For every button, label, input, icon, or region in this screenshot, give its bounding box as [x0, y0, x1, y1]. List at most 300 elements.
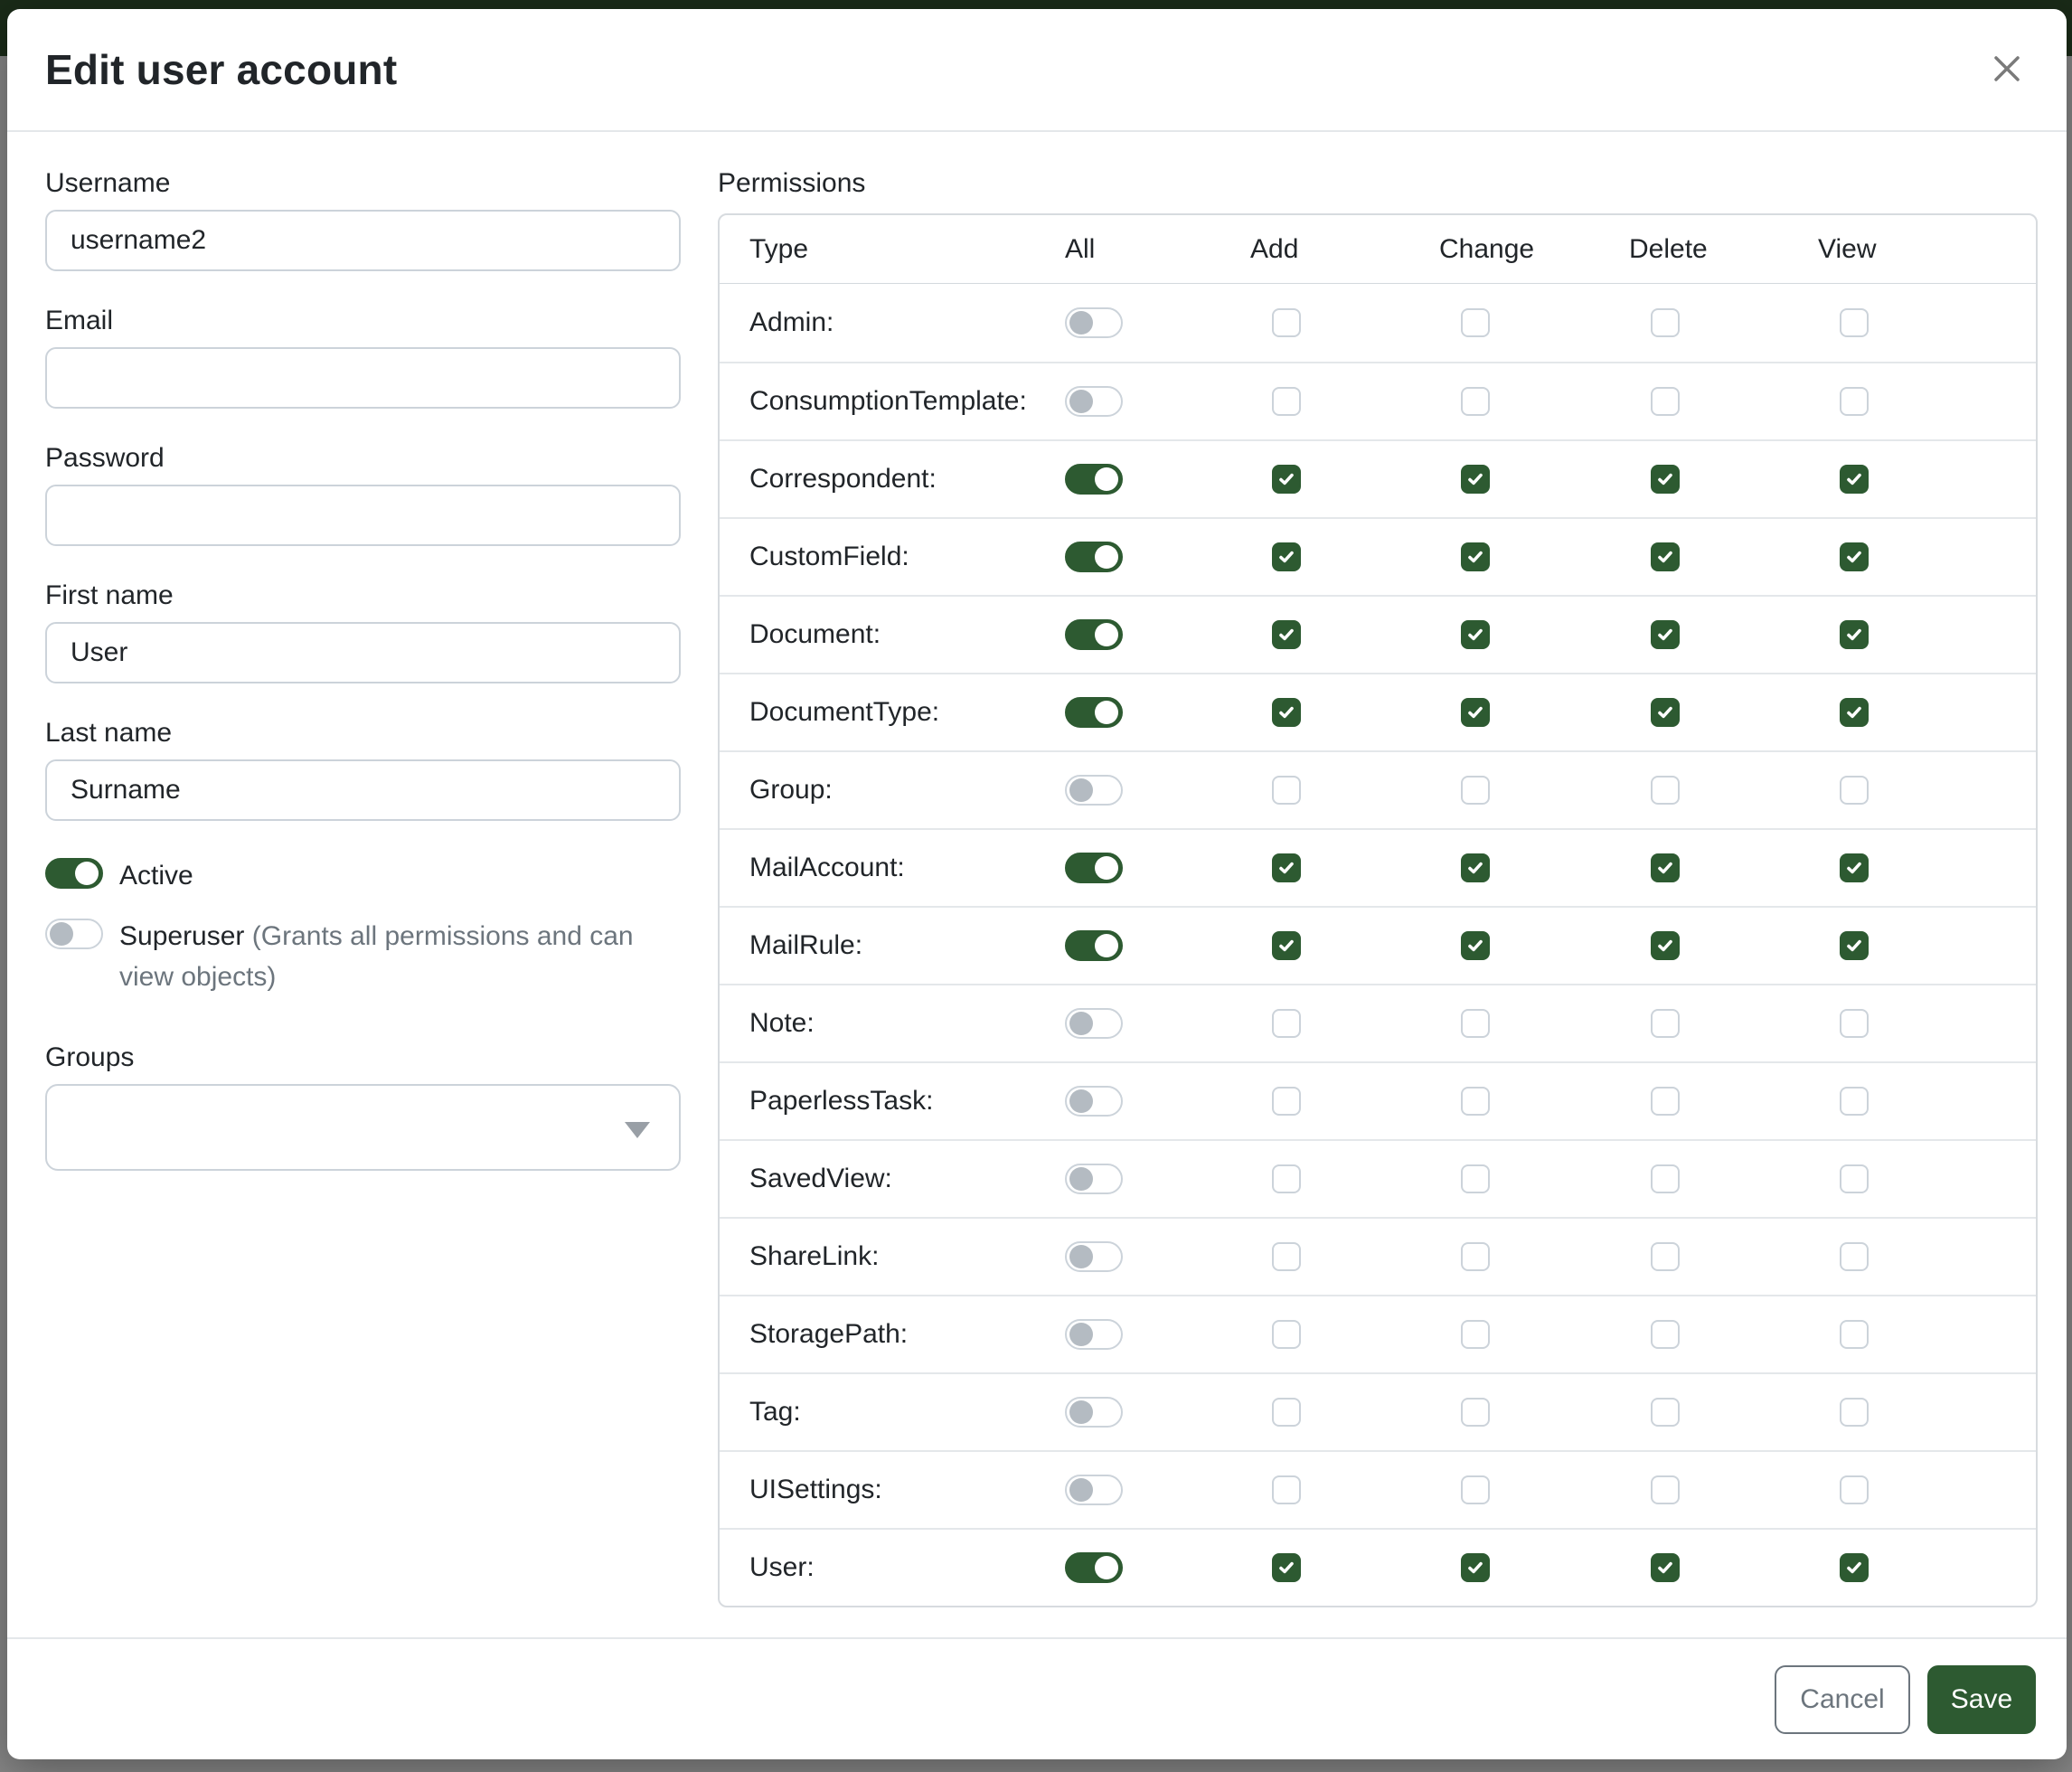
permission-view-cell [1818, 853, 2036, 882]
permission-change-cell [1439, 308, 1629, 337]
permission-view-checkbox[interactable] [1840, 1398, 1869, 1427]
permission-delete-cell [1629, 620, 1818, 649]
permission-view-checkbox[interactable] [1840, 465, 1869, 494]
permission-add-checkbox[interactable] [1272, 1164, 1301, 1193]
permissions-section [718, 168, 2038, 1637]
permission-add-cell [1250, 620, 1439, 649]
checkmark-icon [1655, 936, 1675, 956]
permission-add-checkbox[interactable] [1272, 1475, 1301, 1504]
permission-delete-checkbox[interactable] [1651, 1242, 1680, 1271]
permission-add-cell [1250, 308, 1439, 337]
permission-change-cell [1439, 620, 1629, 649]
permission-view-cell [1818, 1475, 2036, 1504]
permission-type-label: DocumentType: [749, 697, 940, 727]
permission-row [720, 284, 2036, 362]
permission-all-cell [1065, 775, 1250, 806]
permission-row [720, 1139, 2036, 1217]
permission-delete-checkbox[interactable] [1651, 1009, 1680, 1038]
permission-view-cell [1818, 1320, 2036, 1349]
permission-change-checkbox[interactable] [1461, 542, 1490, 571]
edit-user-modal [7, 9, 2067, 1759]
toggle-knob [1069, 1012, 1093, 1035]
permission-delete-checkbox[interactable] [1651, 1475, 1680, 1504]
checkmark-icon [1655, 858, 1675, 878]
checkmark-icon [1844, 936, 1864, 956]
permission-view-checkbox[interactable] [1840, 1242, 1869, 1271]
permission-type-label: UISettings: [749, 1475, 882, 1504]
username-label: Username [45, 168, 171, 198]
permission-change-checkbox[interactable] [1461, 387, 1490, 416]
close-button[interactable] [1985, 48, 2029, 91]
column-header-view: View [1818, 233, 1877, 264]
permission-view-cell [1818, 1009, 2036, 1038]
column-header-delete: Delete [1629, 233, 1708, 264]
permission-add-cell [1250, 1475, 1439, 1504]
permission-delete-checkbox[interactable] [1651, 931, 1680, 960]
checkmark-icon [1465, 702, 1485, 722]
permission-type-label: Admin: [749, 307, 834, 337]
permission-delete-cell [1629, 1009, 1818, 1038]
permission-change-checkbox[interactable] [1461, 1553, 1490, 1582]
password-label: Password [45, 443, 165, 473]
checkmark-icon [1844, 547, 1864, 567]
email-label: Email [45, 306, 114, 335]
checkmark-icon [1276, 936, 1296, 956]
password-input[interactable] [45, 485, 681, 546]
column-header-all: All [1065, 233, 1096, 264]
permission-view-checkbox[interactable] [1840, 1475, 1869, 1504]
permission-row [720, 984, 2036, 1061]
permission-view-cell [1818, 1398, 2036, 1427]
permission-add-cell [1250, 776, 1439, 805]
permission-delete-checkbox[interactable] [1651, 465, 1680, 494]
permission-view-cell [1818, 1087, 2036, 1116]
permission-row [720, 517, 2036, 595]
permission-row [720, 439, 2036, 517]
checkmark-icon [1465, 936, 1485, 956]
permission-delete-checkbox[interactable] [1651, 542, 1680, 571]
permission-all-toggle[interactable] [1065, 1008, 1123, 1039]
permission-all-cell [1065, 853, 1250, 883]
permission-add-checkbox[interactable] [1272, 1242, 1301, 1271]
permission-change-checkbox[interactable] [1461, 1164, 1490, 1193]
permission-delete-cell [1629, 1320, 1818, 1349]
toggle-knob [1095, 856, 1118, 880]
permission-all-toggle[interactable] [1065, 1552, 1123, 1583]
permission-delete-checkbox[interactable] [1651, 853, 1680, 882]
permission-all-toggle[interactable] [1065, 853, 1123, 883]
checkmark-icon [1465, 547, 1485, 567]
permission-change-cell [1439, 1009, 1629, 1038]
permission-delete-cell [1629, 1087, 1818, 1116]
checkmark-icon [1276, 858, 1296, 878]
permission-add-checkbox[interactable] [1272, 1087, 1301, 1116]
permission-all-cell [1065, 697, 1250, 728]
permission-view-checkbox[interactable] [1840, 1009, 1869, 1038]
permission-all-toggle[interactable] [1065, 307, 1123, 338]
superuser-toggle[interactable] [45, 919, 103, 949]
permission-row [720, 595, 2036, 673]
last-name-group [45, 718, 681, 821]
permission-change-checkbox[interactable] [1461, 1320, 1490, 1349]
permission-change-checkbox[interactable] [1461, 776, 1490, 805]
checkmark-icon [1465, 858, 1485, 878]
permission-add-cell [1250, 387, 1439, 416]
permission-add-checkbox[interactable] [1272, 1009, 1301, 1038]
permission-type-label: Document: [749, 619, 881, 649]
permission-change-checkbox[interactable] [1461, 620, 1490, 649]
permission-change-cell [1439, 1398, 1629, 1427]
permission-delete-cell [1629, 931, 1818, 960]
checkmark-icon [1276, 625, 1296, 645]
permission-all-cell [1065, 1241, 1250, 1272]
permission-change-cell [1439, 1242, 1629, 1271]
permission-all-cell [1065, 1086, 1250, 1117]
permission-view-cell [1818, 1242, 2036, 1271]
permission-all-cell [1065, 542, 1250, 572]
modal-title: Edit user account [45, 46, 398, 93]
checkmark-icon [1844, 469, 1864, 489]
permissions-label: Permissions [718, 168, 866, 198]
checkmark-icon [1844, 625, 1864, 645]
permission-add-cell [1250, 1398, 1439, 1427]
permission-all-cell [1065, 1475, 1250, 1505]
permission-all-toggle[interactable] [1065, 542, 1123, 572]
permission-view-checkbox[interactable] [1840, 542, 1869, 571]
permission-row [720, 1528, 2036, 1606]
permission-view-checkbox[interactable] [1840, 308, 1869, 337]
permission-view-checkbox[interactable] [1840, 1164, 1869, 1193]
permission-delete-checkbox[interactable] [1651, 1553, 1680, 1582]
permission-all-toggle[interactable] [1065, 1164, 1123, 1194]
permission-change-cell [1439, 387, 1629, 416]
permission-change-checkbox[interactable] [1461, 1475, 1490, 1504]
permission-view-checkbox[interactable] [1840, 1320, 1869, 1349]
last-name-label: Last name [45, 718, 173, 748]
superuser-label-wrap [119, 916, 680, 997]
permission-all-toggle[interactable] [1065, 1475, 1123, 1505]
permission-change-checkbox[interactable] [1461, 308, 1490, 337]
permission-change-checkbox[interactable] [1461, 698, 1490, 727]
groups-group [45, 1042, 681, 1171]
permission-delete-cell [1629, 853, 1818, 882]
checkmark-icon [1276, 702, 1296, 722]
permission-type-label: PaperlessTask: [749, 1086, 934, 1116]
permission-change-cell [1439, 542, 1629, 571]
chevron-down-icon [625, 1122, 650, 1138]
permission-change-checkbox[interactable] [1461, 853, 1490, 882]
modal-header [7, 9, 2067, 132]
permission-all-toggle[interactable] [1065, 775, 1123, 806]
permission-delete-cell [1629, 1475, 1818, 1504]
permission-view-cell [1818, 1553, 2036, 1582]
checkmark-icon [1655, 702, 1675, 722]
permission-view-checkbox[interactable] [1840, 1553, 1869, 1582]
permission-all-cell [1065, 619, 1250, 650]
permission-type-label: MailRule: [749, 930, 863, 960]
permission-row [720, 906, 2036, 984]
password-group [45, 443, 681, 546]
toggle-knob [1069, 311, 1093, 335]
permission-view-cell [1818, 542, 2036, 571]
checkmark-icon [1655, 625, 1675, 645]
permission-all-toggle[interactable] [1065, 697, 1123, 728]
permission-view-cell [1818, 776, 2036, 805]
permission-view-cell [1818, 1164, 2036, 1193]
permission-row [720, 750, 2036, 828]
permission-add-cell [1250, 1164, 1439, 1193]
permission-add-cell [1250, 1009, 1439, 1038]
permission-type-label: MailAccount: [749, 853, 905, 882]
checkmark-icon [1655, 469, 1675, 489]
permission-delete-checkbox[interactable] [1651, 1087, 1680, 1116]
checkmark-icon [1276, 1558, 1296, 1578]
checkmark-icon [1276, 469, 1296, 489]
active-toggle[interactable] [45, 858, 103, 889]
checkmark-icon [1844, 702, 1864, 722]
permission-all-toggle[interactable] [1065, 1319, 1123, 1350]
permission-row [720, 828, 2036, 906]
permission-change-cell [1439, 776, 1629, 805]
permission-all-cell [1065, 930, 1250, 961]
permission-change-cell [1439, 465, 1629, 494]
permissions-table-header [720, 215, 2036, 284]
permissions-table [718, 213, 2038, 1607]
superuser-label: Superuser [119, 921, 245, 951]
permission-add-cell [1250, 1320, 1439, 1349]
permission-add-checkbox[interactable] [1272, 1320, 1301, 1349]
first-name-label: First name [45, 580, 174, 610]
permission-change-checkbox[interactable] [1461, 1009, 1490, 1038]
toggle-knob [1069, 390, 1093, 413]
permission-delete-checkbox[interactable] [1651, 308, 1680, 337]
first-name-input[interactable] [45, 622, 681, 683]
permission-all-cell [1065, 386, 1250, 417]
permission-view-checkbox[interactable] [1840, 387, 1869, 416]
column-header-add: Add [1250, 233, 1299, 264]
permission-add-checkbox[interactable] [1272, 465, 1301, 494]
toggle-knob [1095, 623, 1118, 646]
permission-delete-cell [1629, 465, 1818, 494]
permission-row [720, 1372, 2036, 1450]
permission-type-label: ConsumptionTemplate: [749, 386, 1027, 416]
permission-view-cell [1818, 698, 2036, 727]
permission-change-cell [1439, 1553, 1629, 1582]
permission-delete-checkbox[interactable] [1651, 1320, 1680, 1349]
permission-change-checkbox[interactable] [1461, 465, 1490, 494]
toggle-knob [1095, 545, 1118, 569]
permission-view-cell [1818, 387, 2036, 416]
close-icon [1992, 53, 2022, 87]
permission-change-cell [1439, 1087, 1629, 1116]
toggle-knob [1095, 1556, 1118, 1579]
permission-delete-checkbox[interactable] [1651, 387, 1680, 416]
toggle-knob [1095, 467, 1118, 491]
permission-delete-cell [1629, 1398, 1818, 1427]
user-form [45, 168, 681, 1637]
permission-all-cell [1065, 464, 1250, 495]
permission-delete-checkbox[interactable] [1651, 776, 1680, 805]
permission-delete-checkbox[interactable] [1651, 620, 1680, 649]
permission-type-label: StoragePath: [749, 1319, 909, 1349]
checkmark-icon [1844, 1558, 1864, 1578]
email-input[interactable] [45, 347, 681, 409]
permission-view-checkbox[interactable] [1840, 698, 1869, 727]
permission-add-cell [1250, 1553, 1439, 1582]
superuser-row [45, 916, 681, 997]
permission-type-label: Correspondent: [749, 464, 937, 494]
toggle-knob [1095, 701, 1118, 724]
permission-change-checkbox[interactable] [1461, 931, 1490, 960]
permission-add-cell [1250, 1087, 1439, 1116]
permission-type-label: SavedView: [749, 1164, 892, 1193]
permission-type-label: User: [749, 1552, 815, 1582]
permission-add-cell [1250, 853, 1439, 882]
permission-change-cell [1439, 698, 1629, 727]
permission-all-toggle[interactable] [1065, 930, 1123, 961]
username-input[interactable] [45, 210, 681, 271]
permission-view-cell [1818, 931, 2036, 960]
permission-change-cell [1439, 1320, 1629, 1349]
permission-delete-checkbox[interactable] [1651, 1164, 1680, 1193]
permission-type-label: CustomField: [749, 542, 909, 571]
permission-add-cell [1250, 542, 1439, 571]
permission-all-cell [1065, 1552, 1250, 1583]
permission-add-cell [1250, 698, 1439, 727]
permissions-table-body [720, 284, 2036, 1606]
toggle-knob [1069, 778, 1093, 802]
permission-add-checkbox[interactable] [1272, 308, 1301, 337]
permission-row [720, 1450, 2036, 1528]
permission-delete-cell [1629, 542, 1818, 571]
permission-all-toggle[interactable] [1065, 1086, 1123, 1117]
permission-view-checkbox[interactable] [1840, 853, 1869, 882]
permission-all-toggle[interactable] [1065, 1397, 1123, 1428]
permission-add-cell [1250, 931, 1439, 960]
toggle-knob [1069, 1245, 1093, 1268]
checkmark-icon [1465, 625, 1485, 645]
permission-view-checkbox[interactable] [1840, 620, 1869, 649]
permission-delete-cell [1629, 698, 1818, 727]
checkmark-icon [1655, 547, 1675, 567]
permission-add-checkbox[interactable] [1272, 1553, 1301, 1582]
permission-delete-cell [1629, 1553, 1818, 1582]
checkmark-icon [1465, 1558, 1485, 1578]
permission-all-toggle[interactable] [1065, 386, 1123, 417]
permission-view-cell [1818, 465, 2036, 494]
permission-change-cell [1439, 1475, 1629, 1504]
email-group [45, 306, 681, 409]
permission-add-cell [1250, 465, 1439, 494]
first-name-group [45, 580, 681, 683]
groups-label: Groups [45, 1042, 135, 1072]
permission-view-cell [1818, 308, 2036, 337]
permission-all-toggle[interactable] [1065, 619, 1123, 650]
modal-footer [7, 1637, 2067, 1759]
permission-delete-cell [1629, 1164, 1818, 1193]
permission-row [720, 1061, 2036, 1139]
permission-add-checkbox[interactable] [1272, 776, 1301, 805]
permission-add-checkbox[interactable] [1272, 1398, 1301, 1427]
permission-add-cell [1250, 1242, 1439, 1271]
permission-row [720, 1295, 2036, 1372]
permission-add-checkbox[interactable] [1272, 698, 1301, 727]
permission-change-cell [1439, 931, 1629, 960]
permission-add-checkbox[interactable] [1272, 853, 1301, 882]
save-button[interactable]: Save [1927, 1665, 2036, 1734]
permission-view-checkbox[interactable] [1840, 776, 1869, 805]
permission-type-label: Group: [749, 775, 833, 805]
permission-view-checkbox[interactable] [1840, 931, 1869, 960]
permission-add-checkbox[interactable] [1272, 931, 1301, 960]
username-group [45, 168, 681, 271]
permission-type-label: Tag: [749, 1397, 801, 1427]
permission-add-checkbox[interactable] [1272, 542, 1301, 571]
active-label: Active [119, 861, 193, 891]
groups-select[interactable] [45, 1084, 681, 1171]
permission-all-toggle[interactable] [1065, 1241, 1123, 1272]
permission-delete-cell [1629, 308, 1818, 337]
permission-row [720, 1217, 2036, 1295]
permission-all-toggle[interactable] [1065, 464, 1123, 495]
permission-change-cell [1439, 1164, 1629, 1193]
permission-delete-cell [1629, 387, 1818, 416]
toggle-knob [1069, 1478, 1093, 1502]
permission-delete-cell [1629, 1242, 1818, 1271]
permission-all-cell [1065, 1164, 1250, 1194]
last-name-input[interactable] [45, 759, 681, 821]
cancel-button[interactable]: Cancel [1775, 1665, 1910, 1734]
permission-change-cell [1439, 853, 1629, 882]
checkmark-icon [1276, 547, 1296, 567]
checkmark-icon [1844, 858, 1864, 878]
permission-all-cell [1065, 307, 1250, 338]
toggle-knob [1095, 934, 1118, 957]
toggle-knob [50, 922, 73, 946]
active-label-wrap [119, 855, 193, 896]
active-row [45, 855, 681, 896]
permission-view-checkbox[interactable] [1840, 1087, 1869, 1116]
toggle-knob [1069, 1089, 1093, 1113]
toggle-knob [75, 862, 99, 885]
toggle-knob [1069, 1323, 1093, 1346]
permission-add-checkbox[interactable] [1272, 387, 1301, 416]
permission-add-checkbox[interactable] [1272, 620, 1301, 649]
permission-all-cell [1065, 1397, 1250, 1428]
checkmark-icon [1655, 1558, 1675, 1578]
modal-body [7, 132, 2067, 1637]
permission-all-cell [1065, 1008, 1250, 1039]
permission-delete-checkbox[interactable] [1651, 1398, 1680, 1427]
permission-change-checkbox[interactable] [1461, 1242, 1490, 1271]
permission-change-checkbox[interactable] [1461, 1087, 1490, 1116]
permission-type-label: ShareLink: [749, 1241, 880, 1271]
column-header-change: Change [1439, 233, 1535, 264]
permission-delete-checkbox[interactable] [1651, 698, 1680, 727]
permission-type-label: Note: [749, 1008, 815, 1038]
superuser-hint: (Grants all permissions and can view objects) [119, 921, 634, 992]
checkmark-icon [1465, 469, 1485, 489]
permission-all-cell [1065, 1319, 1250, 1350]
column-header-type: Type [749, 233, 809, 264]
permission-delete-cell [1629, 776, 1818, 805]
toggle-knob [1069, 1400, 1093, 1424]
permission-view-cell [1818, 620, 2036, 649]
permission-row [720, 362, 2036, 439]
permission-change-checkbox[interactable] [1461, 1398, 1490, 1427]
permission-row [720, 673, 2036, 750]
toggle-knob [1069, 1167, 1093, 1191]
